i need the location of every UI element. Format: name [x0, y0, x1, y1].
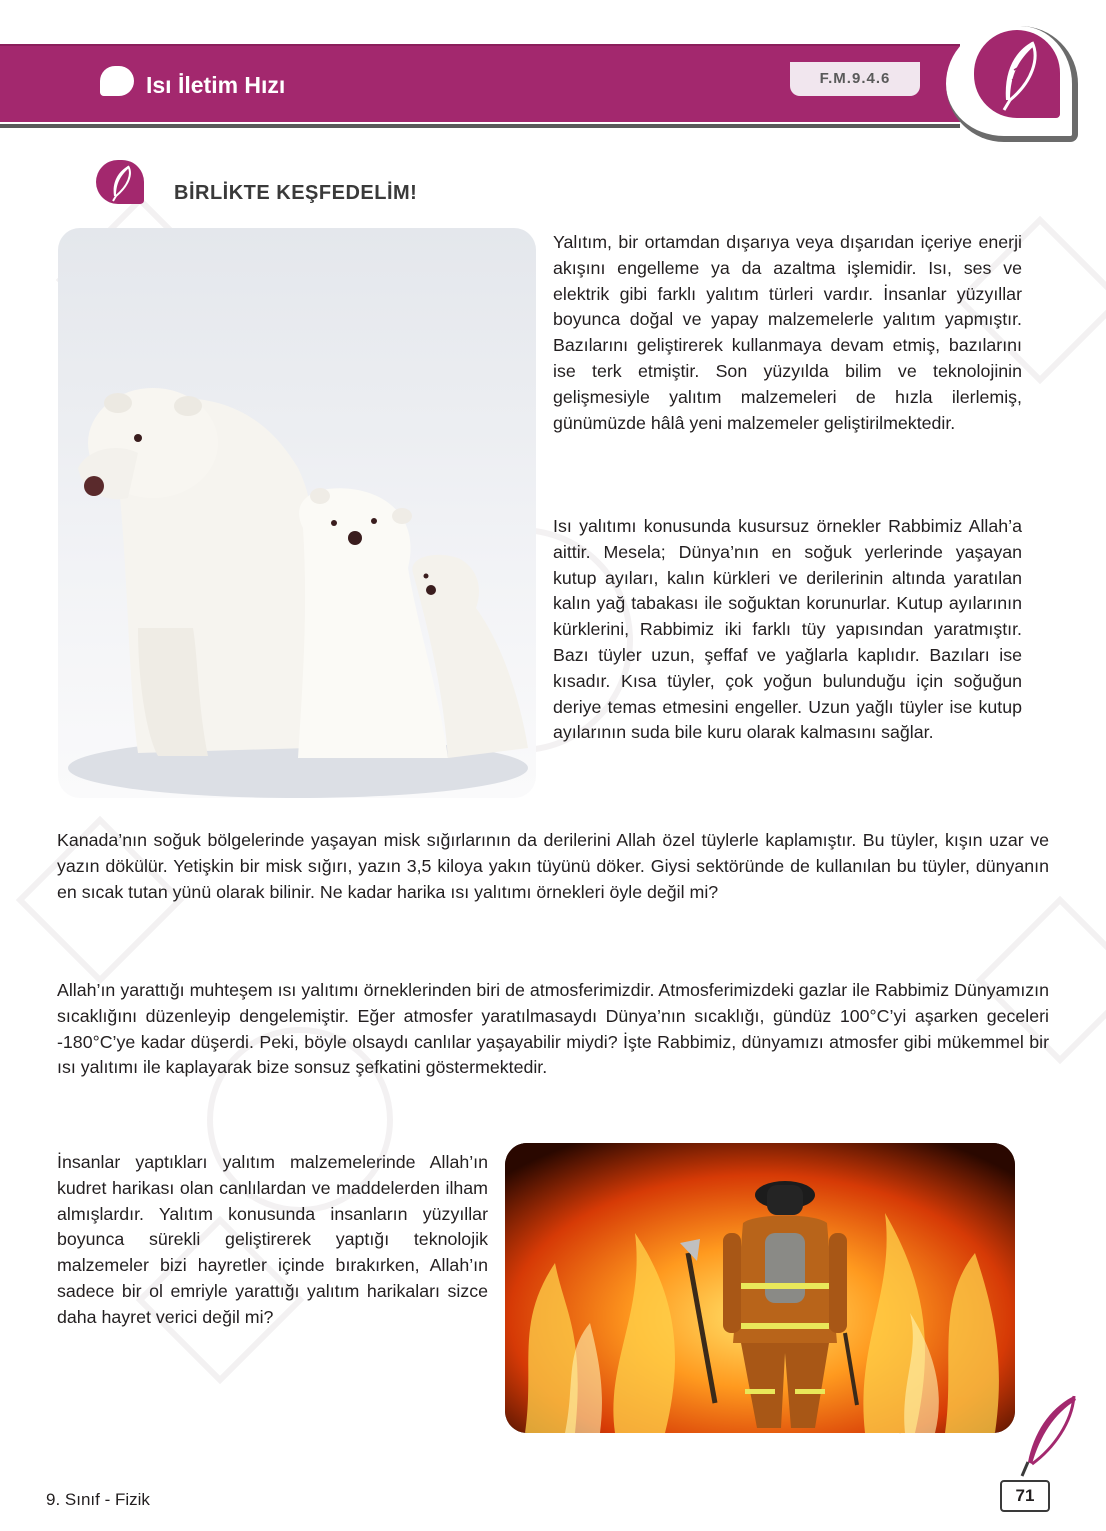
polar-bears-photo	[58, 228, 536, 798]
paragraph-musk-ox: Kanada’nın soğuk bölgelerinde yaşayan misk sığırlarının da derilerini Allah özel tüylerle kaplamıştır. Bu tüyler, kışın uzar ve yazın dökülür. Yetişkin bir misk sığırı, yazın 3,5 kiloya yakın tüyünü döker. Giysi sektöründe de kullanılan bu tüyler, dünyanın en sıcak tutan yünü olarak bilinir. Ne kadar harika ısı yalıtımı örnekleri öyle değil mi?	[57, 830, 1049, 902]
header-bullet-icon	[100, 66, 134, 96]
section-quill-badge	[96, 160, 144, 204]
firefighter-illustration	[505, 1143, 1015, 1433]
quill-icon	[974, 30, 1060, 118]
quill-pen-icon	[1010, 1392, 1080, 1482]
paragraph-human-insulation: İnsanlar yaptıkları yalıtım malzemelerinde Allah’ın kudret harikası olan canlılardan ve maddelerden ilham almışlardır. Yalıtım konusunda insanların yüzyıllar boyunca sürekli geliştirerek yaptığı teknolojik malzemeler bizi hayretler içinde bırakırken, Allah’ın sadece bir ol emriyle yarattığı yalıtım harikaları sizce daha hayret verici değil mi?	[57, 1152, 488, 1327]
polar-bears-illustration	[58, 228, 536, 798]
curriculum-code: F.M.9.4.6	[790, 62, 920, 96]
page-number: 71	[1000, 1480, 1050, 1512]
section-title: BİRLİKTE KEŞFEDELİM!	[174, 182, 418, 204]
page-title: Isı İletim Hızı	[146, 72, 286, 98]
paragraph-atmosphere: Allah’ın yarattığı muhteşem ısı yalıtımı örneklerinden biri de atmosferimizdir. Atmosferimizdeki gazlar ile Rabbimiz Dünyamızın sıcaklığını düzenleyip dengelemiştir. Eğer atmosfer yaratılmasaydı Dünya’nın sıcaklığı, gündüz 100°C’yi aşarken geceleri -180°C’ye kadar düşerdi. Peki, böyle olsaydı canlılar yaşayabilir miydi? İşte Rabbimiz, dünyamızı atmosfer gibi mükemmel bir ısı yalıtımı ile kaplayarak bize sonsuz şefkatini göstermektedir.	[57, 980, 1049, 1078]
footer-course-label: 9. Sınıf - Fizik	[46, 1490, 150, 1509]
paragraph-polar-bears: Isı yalıtımı konusunda kusursuz örnekler Rabbimiz Allah’a aittir. Mesela; Dünya’nın en soğuk yerlerinde yaşayan kutup ayıları, kalın kürkleri ve derilerinin altında yaratılan kalın yağ tabakası ile soğuktan korunurlar. Kutup ayılarının kürklerini, Rabbimiz iki farklı tüy yapısından yaratmıştır. Bazı tüyler uzun, şeffaf ve yağlarla kaplıdır. Bazıları ise kısadır. Kısa tüyler, çok yoğun bulunduğu için soğuğun deriye temas etmesini engeller. Uzun yağlı tüyler ise kutup ayılarının suda bile kuru olarak kalmasını sağlar.	[553, 516, 1022, 743]
firefighter-photo	[505, 1143, 1015, 1433]
quill-icon	[96, 160, 144, 204]
quill-badge	[974, 30, 1060, 118]
paragraph-insulation-intro: Yalıtım, bir ortamdan dışarıya veya dışarıdan içeriye enerji akışını engelleme ya da azaltma işlemidir. Isı, ses ve elektrik gibi farklı yalıtım türleri vardır. İnsanlar yüzyıllar boyunca doğal ve yapay malzemelerle yalıtım yapmıştır. Bazılarını geliştirerek kullanmaya devam etmiş, bazılarını ise terk etmiştir. Son yüzyılda bilim ve teknolojinin gelişmesiyle yalıtım malzemeleri de hızla ilerlemiş, günümüzde hâlâ yeni malzemeler geliştirilmektedir.	[553, 232, 1022, 433]
